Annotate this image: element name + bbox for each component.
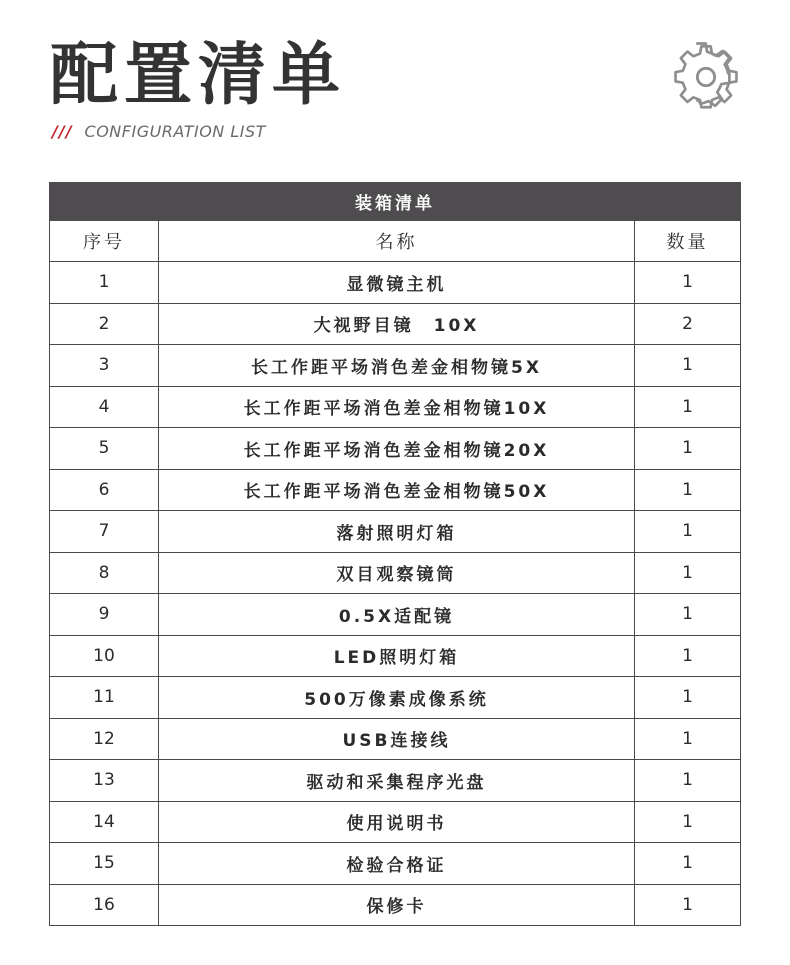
row-qty: 1 — [635, 345, 741, 387]
table-row — [50, 801, 741, 843]
table-row — [50, 635, 741, 677]
row-index: 15 — [50, 843, 159, 885]
table-row — [50, 760, 741, 802]
row-qty: 1 — [635, 801, 741, 843]
table-header-row — [50, 221, 741, 262]
page-header — [0, 0, 790, 170]
row-qty: 1 — [635, 635, 741, 677]
column-header-name: 名称 — [159, 221, 635, 262]
table-row — [50, 594, 741, 636]
row-qty: 1 — [635, 552, 741, 594]
accent-slashes: /// — [52, 121, 73, 141]
row-index: 16 — [50, 884, 159, 926]
row-name: 500万像素成像系统 — [159, 677, 635, 719]
row-name: 保修卡 — [159, 884, 635, 926]
row-name: 使用说明书 — [159, 801, 635, 843]
row-index: 12 — [50, 718, 159, 760]
row-name: USB连接线 — [159, 718, 635, 760]
row-qty: 1 — [635, 677, 741, 719]
row-qty: 1 — [635, 511, 741, 553]
table-row — [50, 262, 741, 304]
page-subtitle — [52, 121, 266, 141]
row-name: 落射照明灯箱 — [159, 511, 635, 553]
table-row — [50, 469, 741, 511]
row-index: 9 — [50, 594, 159, 636]
column-header-index: 序号 — [50, 221, 159, 262]
row-index: 8 — [50, 552, 159, 594]
table-row — [50, 511, 741, 553]
table-row — [50, 884, 741, 926]
table-row — [50, 552, 741, 594]
row-index: 6 — [50, 469, 159, 511]
row-qty: 1 — [635, 262, 741, 304]
row-name: 0.5X适配镜 — [159, 594, 635, 636]
table-row — [50, 428, 741, 470]
row-qty: 1 — [635, 718, 741, 760]
table-row — [50, 677, 741, 719]
row-qty: 1 — [635, 760, 741, 802]
row-name: 长工作距平场消色差金相物镜10X — [159, 386, 635, 428]
table-row — [50, 345, 741, 387]
row-qty: 1 — [635, 884, 741, 926]
table-title: 装箱清单 — [50, 183, 741, 221]
row-name: 检验合格证 — [159, 843, 635, 885]
row-qty: 1 — [635, 428, 741, 470]
row-index: 14 — [50, 801, 159, 843]
row-index: 13 — [50, 760, 159, 802]
row-index: 11 — [50, 677, 159, 719]
row-name: 大视野目镜 10X — [159, 303, 635, 345]
row-name: LED照明灯箱 — [159, 635, 635, 677]
row-qty: 2 — [635, 303, 741, 345]
row-qty: 1 — [635, 843, 741, 885]
page-title: 配置清单 — [50, 36, 347, 115]
row-index: 4 — [50, 386, 159, 428]
row-name: 长工作距平场消色差金相物镜20X — [159, 428, 635, 470]
table-row — [50, 718, 741, 760]
gear-icon — [670, 41, 742, 113]
row-qty: 1 — [635, 386, 741, 428]
row-index: 2 — [50, 303, 159, 345]
row-index: 3 — [50, 345, 159, 387]
table-row — [50, 843, 741, 885]
row-qty: 1 — [635, 594, 741, 636]
row-name: 双目观察镜筒 — [159, 552, 635, 594]
row-name: 驱动和采集程序光盘 — [159, 760, 635, 802]
row-name: 长工作距平场消色差金相物镜5X — [159, 345, 635, 387]
table-title-row — [50, 183, 741, 221]
row-index: 7 — [50, 511, 159, 553]
table-row — [50, 386, 741, 428]
row-qty: 1 — [635, 469, 741, 511]
packing-list-table — [49, 182, 741, 926]
row-index: 10 — [50, 635, 159, 677]
row-index: 5 — [50, 428, 159, 470]
row-name: 长工作距平场消色差金相物镜50X — [159, 469, 635, 511]
row-index: 1 — [50, 262, 159, 304]
row-name: 显微镜主机 — [159, 262, 635, 304]
column-header-qty: 数量 — [635, 221, 741, 262]
subtitle-text: CONFIGURATION LIST — [84, 121, 266, 141]
table-row — [50, 303, 741, 345]
